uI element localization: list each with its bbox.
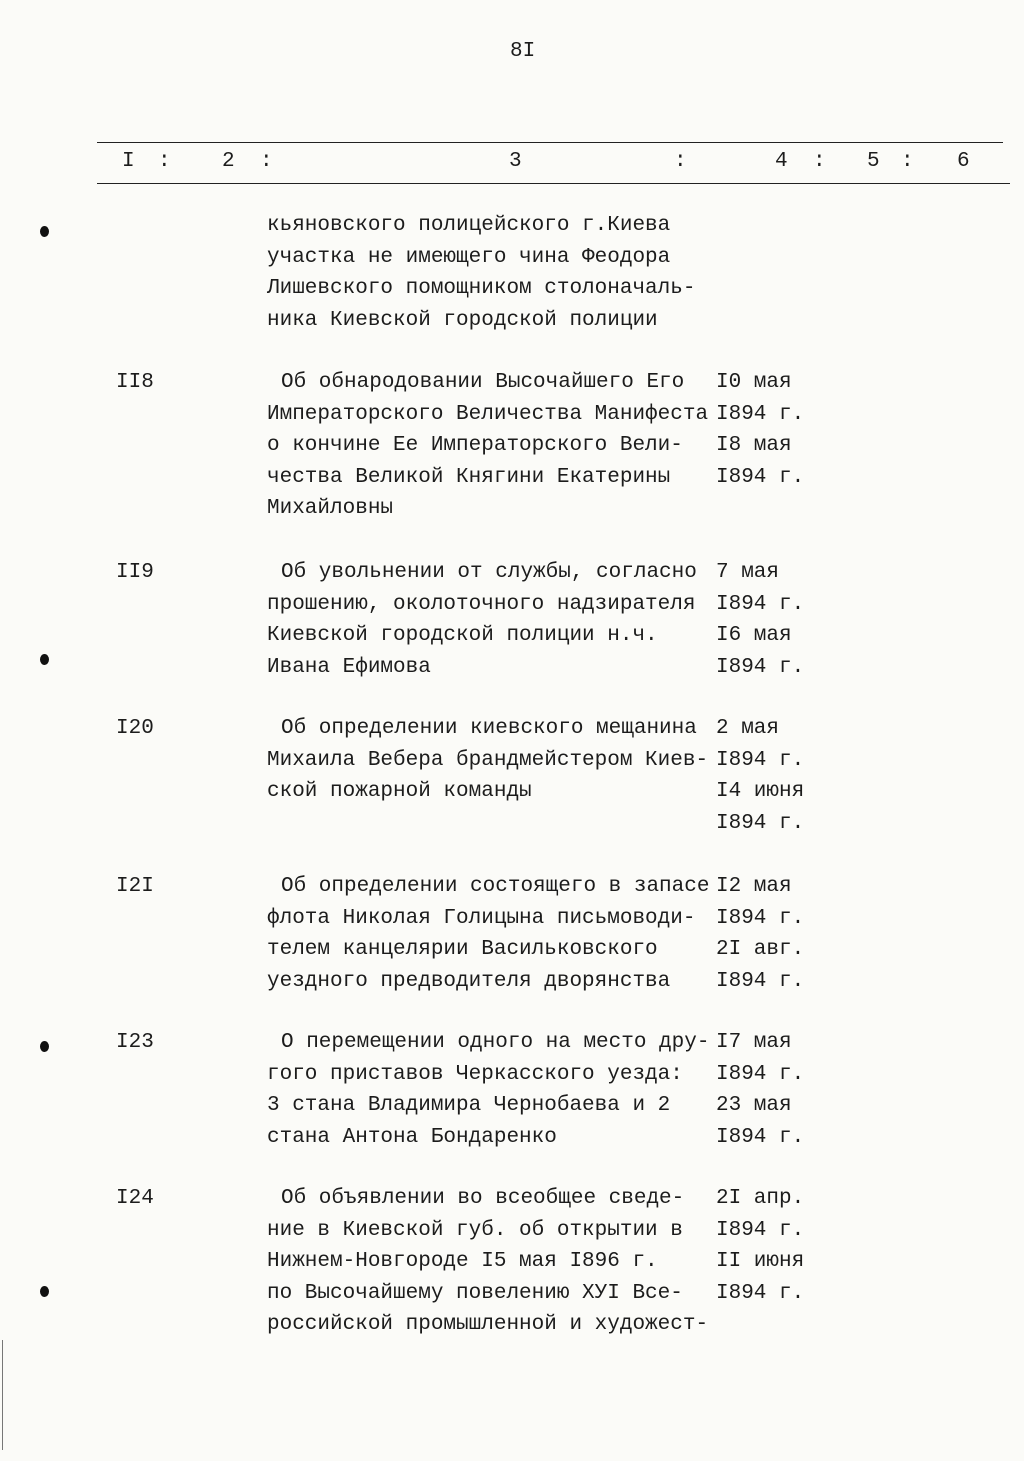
punch-hole [40, 226, 49, 237]
date-line: I894 г. [716, 906, 805, 930]
entry-number: II8 [116, 371, 154, 394]
date-line: I8 мая [716, 434, 792, 457]
date-line: I0 мая [716, 371, 792, 394]
entry-number: I2I [116, 875, 154, 898]
text-line: ника Киевской городской полиции [267, 308, 658, 332]
column-2-number: 2 [222, 150, 235, 173]
text-line: Об определении киевского мещанина [281, 717, 697, 740]
entry-dates [716, 1183, 804, 1309]
text-line: ние в Киевской губ. об открытии в [267, 1218, 683, 1242]
entry-dates [716, 713, 804, 839]
date-line: I894 г. [716, 402, 805, 426]
entry-number: I23 [116, 1031, 154, 1054]
column-4-number: 4 [775, 150, 788, 173]
date-line: I894 г. [716, 969, 805, 993]
text-line: Об увольнении от службы, согласно [281, 561, 697, 584]
text-line: по Высочайшему повелению ХУI Все- [267, 1281, 683, 1305]
text-line: Нижнем-Новгороде I5 мая I896 г. [267, 1250, 658, 1273]
column-separator: : [158, 150, 171, 173]
text-line: стана Антона Бондаренко [267, 1125, 557, 1149]
text-line: Михаила Вебера брандмейстером Киев- [267, 748, 709, 772]
date-line: I894 г. [716, 1218, 805, 1242]
text-line: чества Великой Княгини Екатерины [267, 465, 671, 489]
date-line: I894 г. [716, 655, 805, 679]
entry-dates [716, 557, 804, 683]
entry-description [267, 367, 708, 525]
date-line: 7 мая [716, 561, 780, 584]
text-line: Об объявлении во всеобщее сведе- [281, 1187, 685, 1210]
text-line: уездного предводителя дворянства [267, 969, 671, 993]
text-line: кьяновского полицейского г.Киева [267, 214, 671, 237]
text-line: О перемещении одного на место дру- [281, 1031, 710, 1054]
date-line: I894 г. [716, 1062, 805, 1086]
column-separator: : [674, 150, 687, 173]
text-line: гого приставов Черкасского уезда: [267, 1062, 683, 1086]
text-line: Об обнародовании Высочайшего Его [281, 371, 685, 394]
header-top-rule [97, 142, 1003, 143]
date-line: I894 г. [716, 592, 805, 616]
entry-dates [716, 1027, 804, 1153]
date-line: I894 г. [716, 811, 805, 835]
column-separator: : [260, 150, 273, 173]
text-line: телем канцелярии Васильковского [267, 938, 658, 961]
entry-description [267, 1183, 708, 1341]
continuation-text [267, 210, 695, 336]
entry-description [267, 1027, 709, 1153]
text-line: Киевской городской полиции н.ч. [267, 624, 658, 647]
date-line: 2 мая [716, 717, 780, 740]
date-line: 2I авг. [716, 938, 805, 961]
date-line: 23 мая [716, 1094, 792, 1117]
text-line: Об определении состоящего в запасе [281, 875, 710, 898]
entry-number: I24 [116, 1187, 154, 1210]
page-edge-line [2, 1340, 3, 1450]
column-separator: : [813, 150, 826, 173]
date-line: I4 июня [716, 780, 805, 803]
entry-dates [716, 367, 804, 493]
date-line: I2 мая [716, 875, 792, 898]
text-line: флота Николая Голицына письмоводи- [267, 906, 696, 930]
column-5-number: 5 [867, 150, 880, 173]
punch-hole [40, 1041, 49, 1052]
entry-number: I20 [116, 717, 154, 740]
date-line: I894 г. [716, 748, 805, 772]
entry-number: II9 [116, 561, 154, 584]
date-line: I894 г. [716, 1125, 805, 1149]
column-6-number: 6 [957, 150, 970, 173]
date-line: I894 г. [716, 465, 805, 489]
column-separator: : [901, 150, 914, 173]
text-line: Ивана Ефимова [267, 655, 431, 679]
date-line: I7 мая [716, 1031, 792, 1054]
column-3-number: 3 [509, 150, 522, 173]
entry-description [267, 871, 709, 997]
text-line: участка не имеющего чина Феодора [267, 245, 671, 269]
entry-dates [716, 871, 804, 997]
header-bottom-rule [97, 183, 1010, 184]
page-number: 8I [510, 40, 536, 63]
text-line: прошению, околоточного надзирателя [267, 592, 696, 616]
date-line: I6 мая [716, 624, 792, 647]
text-line: Императорского Величества Манифеста [267, 402, 709, 426]
text-line: российской промышленной и художест- [267, 1313, 709, 1336]
text-line: Михайловны [267, 497, 394, 520]
text-line: Лишевского помощником столоначаль- [267, 277, 696, 300]
column-1-number: I [122, 150, 135, 173]
punch-hole [40, 1286, 49, 1297]
text-line: ской пожарной команды [267, 780, 532, 803]
date-line: 2I апр. [716, 1187, 805, 1210]
text-line: 3 стана Владимира Чернобаева и 2 [267, 1094, 671, 1117]
entry-description [267, 557, 697, 683]
text-line: о кончине Ее Императорского Вели- [267, 434, 683, 457]
punch-hole [40, 654, 49, 665]
entry-description [267, 713, 708, 808]
date-line: II июня [716, 1250, 805, 1273]
date-line: I894 г. [716, 1281, 805, 1305]
